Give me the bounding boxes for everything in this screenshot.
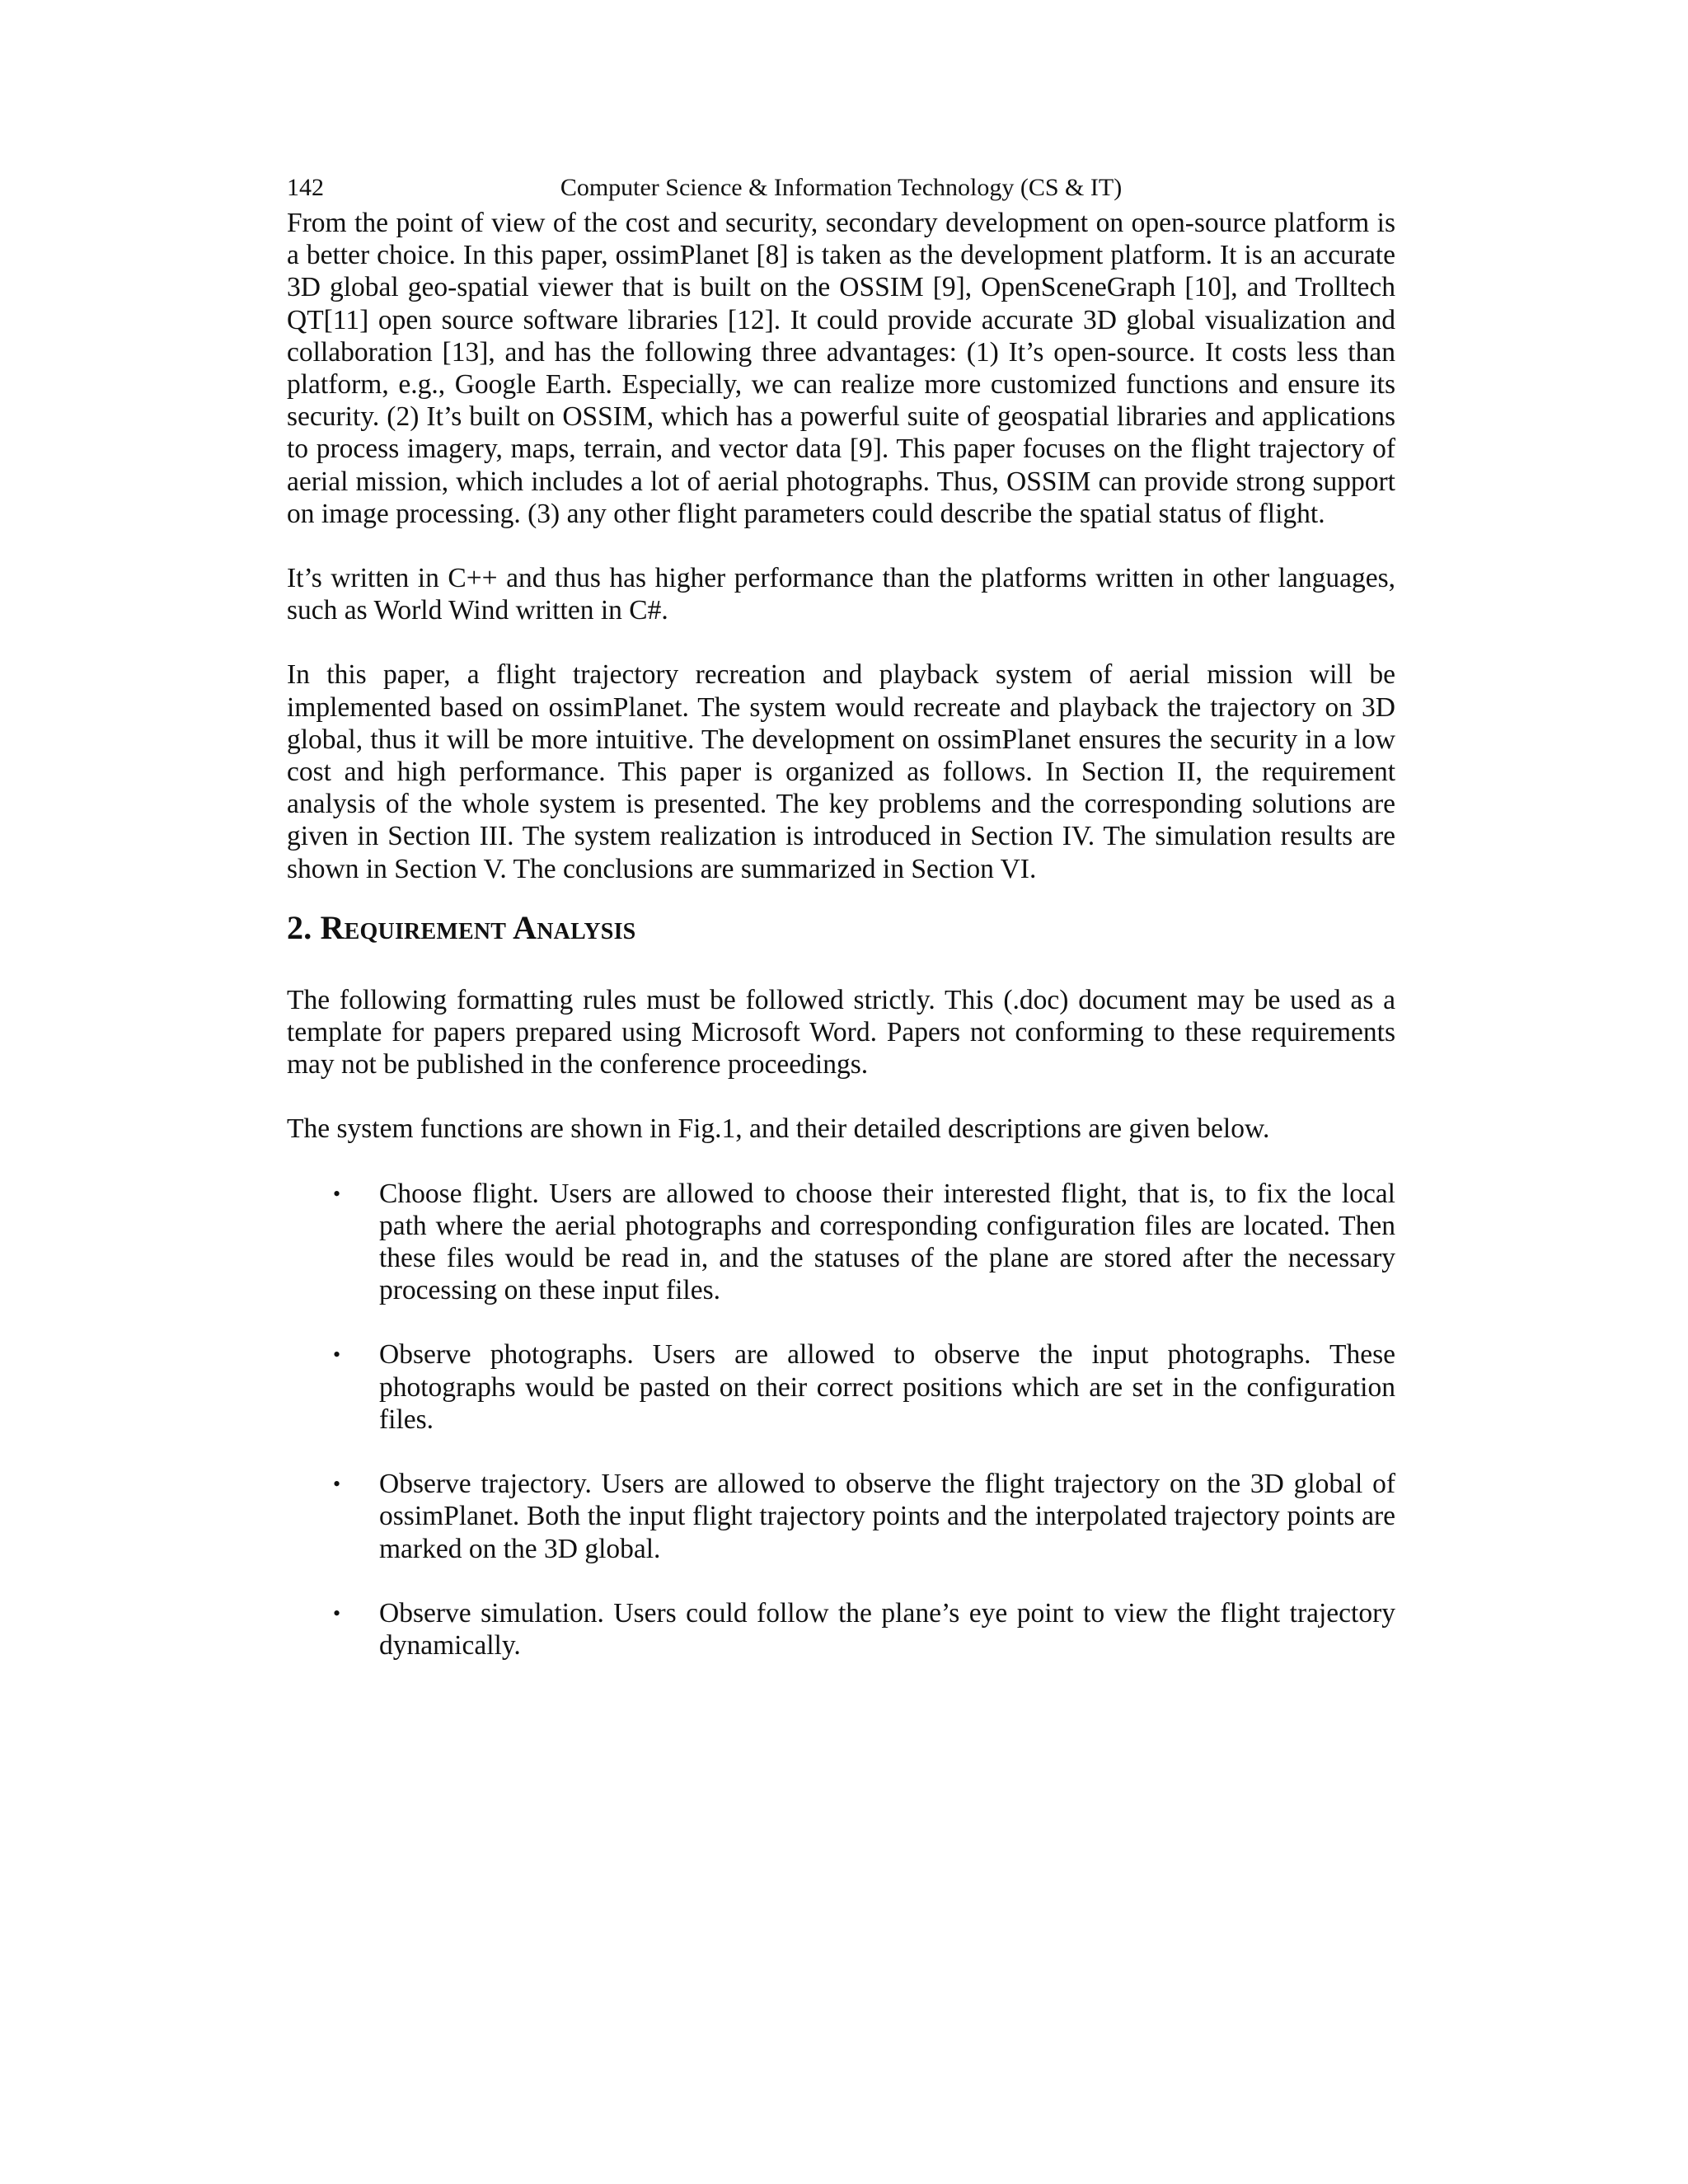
function-list: [287, 1178, 1395, 1661]
bullet-icon: •: [333, 1343, 341, 1367]
section-heading-requirement-analysis: 2. Requirement Analysis: [287, 908, 636, 946]
list-item-text: Observe photographs. Users are allowed to observe the input photographs. These photographs would be pasted on their correct positions which are set in the configuration files.: [379, 1339, 1395, 1435]
paragraph-system-functions: The system functions are shown in Fig.1, and their detailed descriptions are given below.: [287, 1113, 1270, 1145]
paragraph-language: It’s written in C++ and thus has higher performance than the platforms written in other languages, such as World Wind written in C#.: [287, 563, 1395, 626]
page-number: 142: [287, 174, 324, 201]
bullet-icon: •: [333, 1181, 341, 1206]
running-header: [287, 169, 1395, 207]
list-item-text: Observe simulation. Users could follow the plane’s eye point to view the flight trajectory dynamically.: [379, 1597, 1395, 1661]
list-item-text: Observe trajectory. Users are allowed to observe the flight trajectory on the 3D global of ossimPlanet. Both the input flight trajectory points and the interpolated trajectory points are marked on the 3D global.: [379, 1469, 1395, 1564]
list-item: [287, 1178, 1395, 1307]
list-item: [287, 1468, 1395, 1565]
paragraph-organization: In this paper, a flight trajectory recreation and playback system of aerial mission will be implemented based on ossimPlanet. The system would recreate and playback the trajectory on 3D global, thus it will be more intuitive. The development on ossimPlanet ensures the security in a low cost and high performance. This paper is organized as follows. In Section II, the requirement analysis of the whole system is presented. The key problems and the corresponding solutions are given in Section III. The system realization is introduced in Section IV. The simulation results are shown in Section V. The conclusions are summarized in Section VI.: [287, 659, 1395, 884]
list-item: [287, 1338, 1395, 1436]
list-item-text: Choose flight. Users are allowed to choose their interested flight, that is, to fix the local path where the aerial photographs and corresponding configuration files are located. Then these files would be read in, and the statuses of the plane are stored after the necessary processing on these input files.: [379, 1178, 1395, 1306]
paragraph-intro-platform: From the point of view of the cost and security, secondary development on open-source platform is a better choice. In this paper, ossimPlanet [8] is taken as the development platform. It is an accurate 3D global geo-spatial viewer that is built on the OSSIM [9], OpenSceneGraph [10], and Trolltech QT[11] open source software libraries [12]. It could provide accurate 3D global visualization and collaboration [13], and has the following three advantages: (1) It’s open-source. It costs less than platform, e.g., Google Earth. Especially, we can realize more customized functions and ensure its security. (2) It’s built on OSSIM, which has a powerful suite of geospatial libraries and applications to process imagery, maps, terrain, and vector data [9]. This paper focuses on the flight trajectory of aerial mission, which includes a lot of aerial photographs. Thus, OSSIM can provide strong support on image processing. (3) any other flight parameters could describe the spatial status of flight.: [287, 208, 1395, 529]
paper-page: [287, 169, 1395, 1694]
list-item: [287, 1597, 1395, 1661]
journal-title: Computer Science & Information Technology (CS & IT): [560, 174, 1123, 201]
bullet-icon: •: [333, 1601, 341, 1625]
bullet-icon: •: [333, 1472, 341, 1497]
paragraph-formatting-rules: The following formatting rules must be followed strictly. This (.doc) document may be used as a template for papers prepared using Microsoft Word. Papers not conforming to these requirements may not be published in the conference proceedings.: [287, 984, 1395, 1080]
